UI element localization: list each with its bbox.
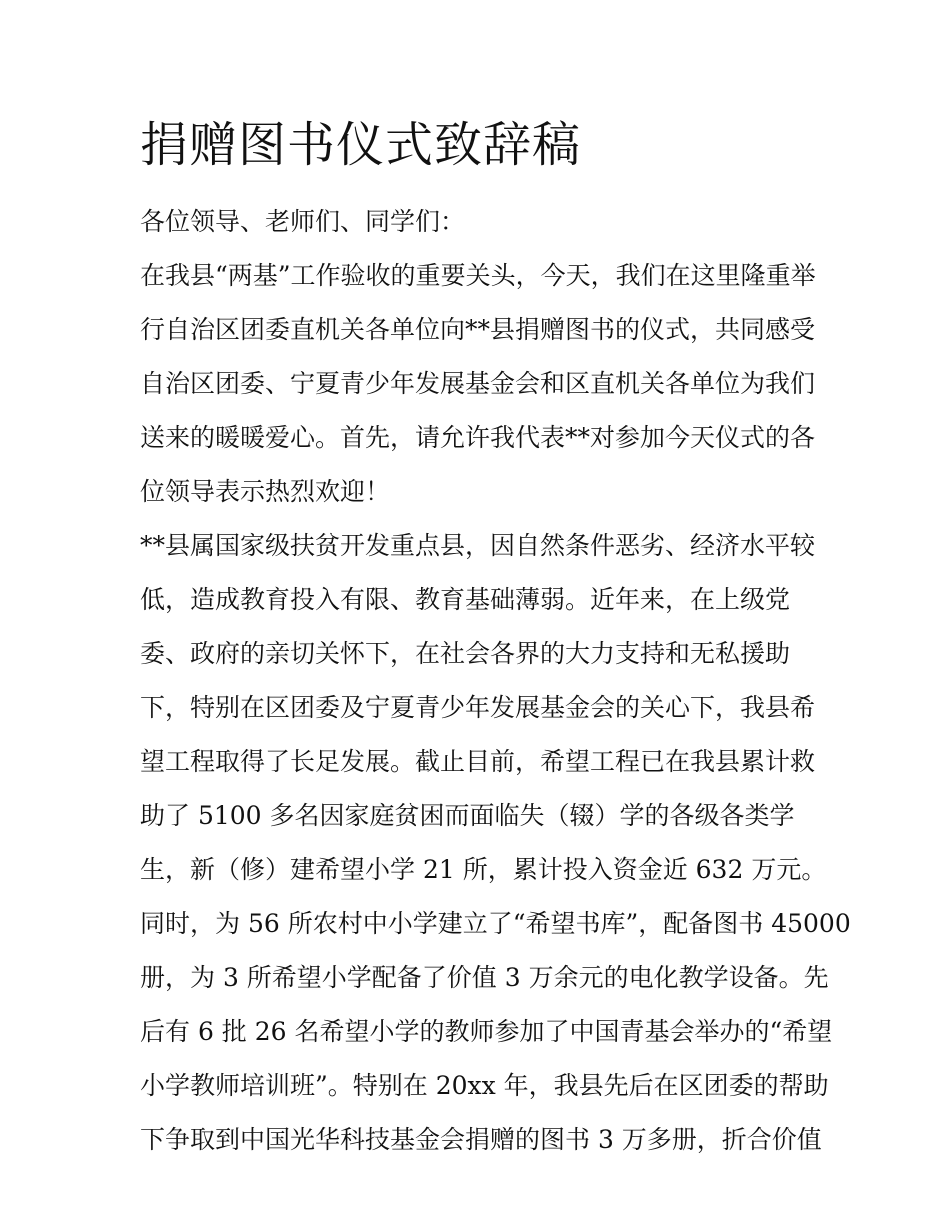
- body-line: 助了 5100 多名因家庭贫困而面临失（辍）学的各级各类学: [140, 801, 795, 830]
- body-line: 后有 6 批 26 名希望小学的教师参加了中国青基会举办的“希望: [140, 1017, 833, 1046]
- body-line: 望工程取得了长足发展。截止目前，希望工程已在我县累计救: [140, 747, 816, 776]
- body-line: 小学教师培训班”。特别在 20xx 年，我县先后在区团委的帮助: [140, 1071, 829, 1100]
- body-line: 下争取到中国光华科技基金会捐赠的图书 3 万多册，折合价值: [140, 1125, 822, 1154]
- body-line: 同时，为 56 所农村中小学建立了“希望书库”，配备图书 45000: [140, 909, 851, 938]
- body-line: 行自治区团委直机关各单位向**县捐赠图书的仪式，共同感受: [140, 315, 816, 344]
- salutation-line: 各位领导、老师们、同学们：: [140, 207, 466, 236]
- body-line: 位领导表示热烈欢迎！: [140, 477, 391, 506]
- body-line: 委、政府的亲切关怀下，在社会各界的大力支持和无私援助: [140, 639, 791, 668]
- body-line: 在我县“两基”工作验收的重要关头，今天，我们在这里隆重举: [140, 261, 816, 290]
- body-line: 送来的暖暖爱心。首先，请允许我代表**对参加今天仪式的各: [140, 423, 816, 452]
- body-line: 册，为 3 所希望小学配备了价值 3 万余元的电化教学设备。先: [140, 963, 829, 992]
- body-line: 自治区团委、宁夏青少年发展基金会和区直机关各单位为我们: [140, 369, 816, 398]
- body-line: **县属国家级扶贫开发重点县，因自然条件恶劣、经济水平较: [140, 531, 816, 560]
- body-line: 低，造成教育投入有限、教育基础薄弱。近年来，在上级党: [140, 585, 791, 614]
- body-line: 生，新（修）建希望小学 21 所，累计投入资金近 632 万元。: [140, 855, 827, 884]
- body-line: 下，特别在区团委及宁夏青少年发展基金会的关心下，我县希: [140, 693, 816, 722]
- document-title: 捐赠图书仪式致辞稿: [140, 117, 582, 173]
